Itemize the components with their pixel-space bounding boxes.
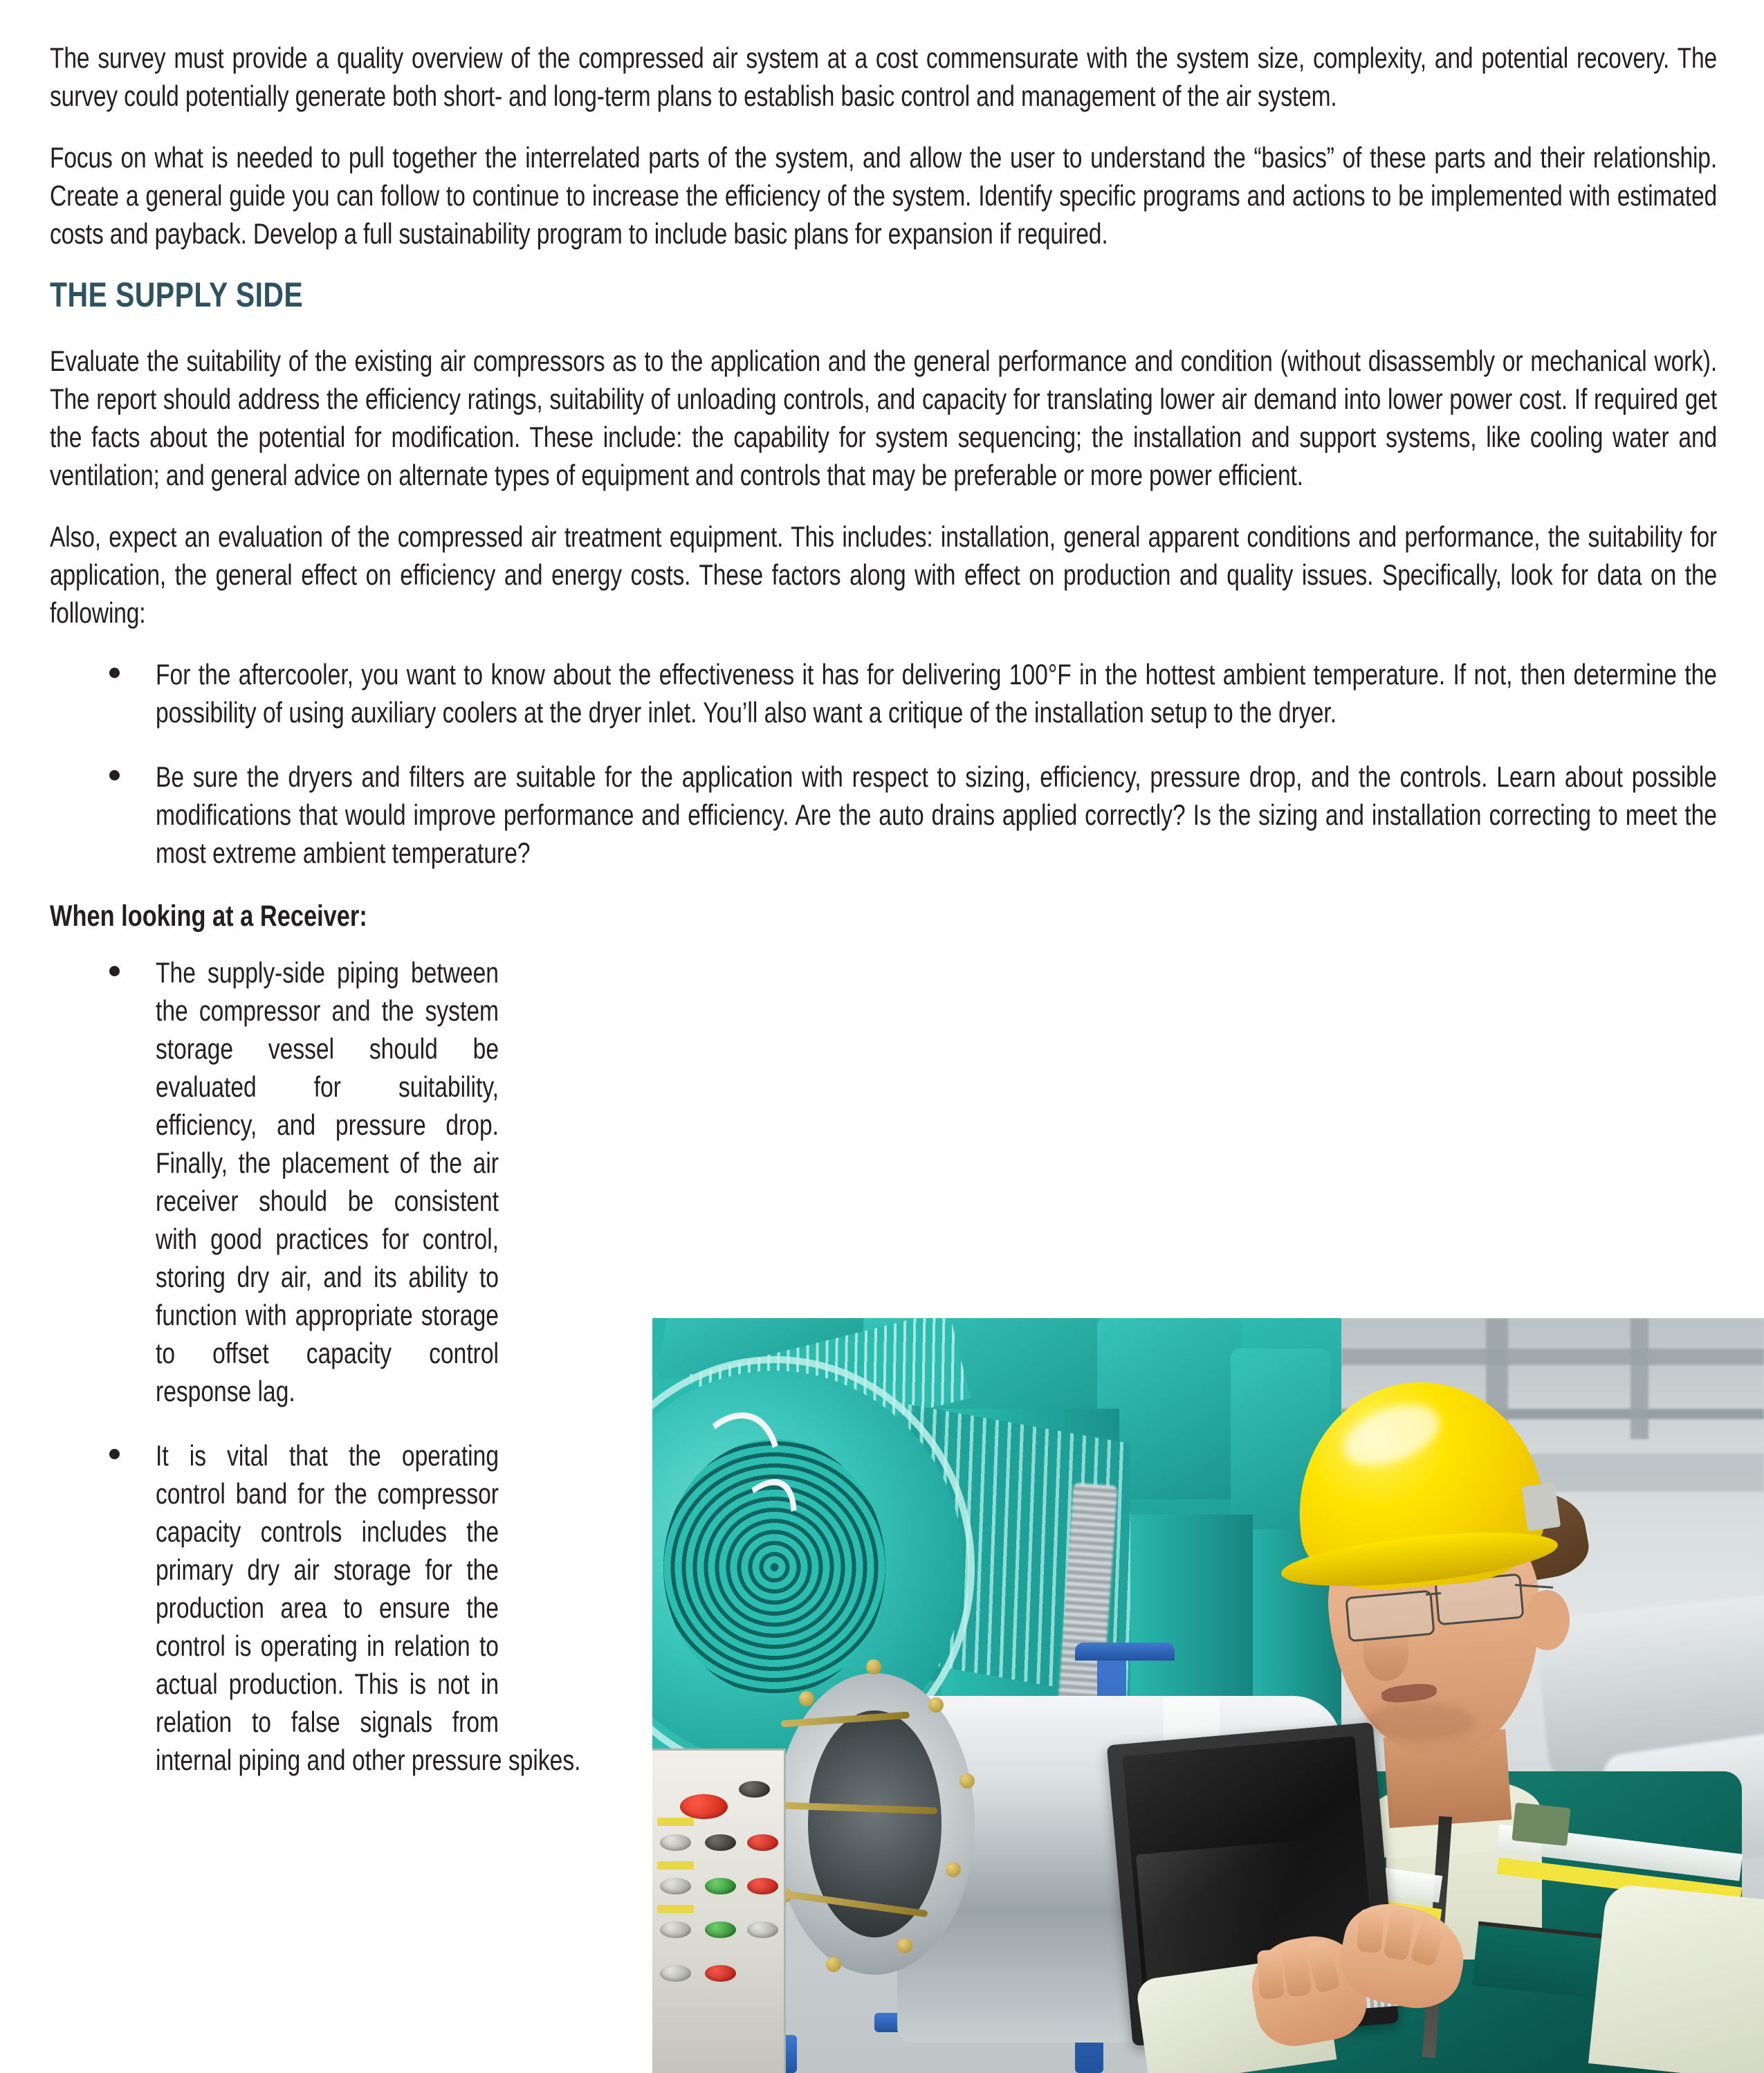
panel-label (657, 1818, 694, 1826)
paragraph-intro-1 (50, 39, 1717, 115)
panel-button (660, 1878, 691, 1894)
panel-label (657, 1861, 694, 1870)
treatment-bullet-2-text: Be sure the dryers and filters are suitable for the application with respect to sizing, efficiency, pressure drop, and the controls. Learn about possible modifications that would improve performance and efficiency. Are the auto drains applied correctly? Is the sizing and installation correcting to meet the most extreme ambient temperature? (156, 760, 1717, 870)
bullet-dot-icon (109, 770, 120, 780)
paragraph-supply-2-text: Also, expect an evaluation of the compressed air treatment equipment. This includes: installation, general apparent conditions and performance, the suitability for application, the general effect on efficiency and energy costs. These factors along with effect on production and quality issues. Specifically, look for data on the following: (50, 520, 1717, 630)
panel-button (705, 1965, 736, 1982)
panel-button (747, 1921, 778, 1938)
section-heading-supply-side-text: THE SUPPLY SIDE (50, 275, 304, 315)
panel-button (705, 1878, 736, 1894)
photo-control-panel (652, 1748, 786, 2073)
panel-button (705, 1921, 736, 1938)
industrial-photo (652, 1318, 1764, 2073)
photo-jacket-patch (1512, 1802, 1572, 1846)
panel-button (739, 1781, 770, 1798)
subheading-receiver-text: When looking at a Receiver: (50, 899, 367, 933)
emergency-stop-button (680, 1794, 728, 1819)
photo-ceiling-beam (1630, 1318, 1648, 1439)
panel-button (747, 1878, 778, 1894)
photo-ceiling-beam (1341, 1349, 1764, 1365)
paragraph-intro-2 (50, 138, 1717, 253)
photo-worker-ear (1525, 1590, 1569, 1650)
paragraph-intro-1-text: The survey must provide a quality overview of the compressed air system at a cost commensurate with the system size, complexity, and potential recovery. The survey could potentially generate both short- and long-term plans to establish basic control and management of the air system. (50, 42, 1717, 113)
paragraph-supply-1 (50, 342, 1717, 494)
panel-button (747, 1834, 778, 1851)
treatment-bullet-1-text: For the aftercooler, you want to know about the effectiveness it has for delivering 100°F in the hottest ambient temperature. If not, then determine the possibility of using auxiliary coolers at the dryer inlet. You’ll also want a critique of the installation setup to the dryer. (156, 658, 1717, 729)
panel-label (657, 1905, 694, 1913)
panel-button (660, 1921, 691, 1938)
bullet-dot-icon (109, 966, 120, 976)
treatment-bullet-list (50, 655, 1717, 872)
panel-button (660, 1965, 691, 1982)
paragraph-intro-2-text: Focus on what is needed to pull together the interrelated parts of the system, and allow the user to understand the “basics” of these parts and their relationship. Create a general guide you can follow to continue to increase the efficiency of the system. Identify specific programs and actions to be implemented with estimated costs and payback. Develop a full sustainability program to include basic plans for expansion if required. (50, 141, 1717, 250)
bullet-dot-icon (109, 1449, 120, 1459)
receiver-bullet-2-text: It is vital that the operating control band for the compressor capacity controls includes the primary dry air storage for the production area to ensure the control is operating in relation to actual production. This is not in relation to false signals from internal piping and other pressure spikes. (156, 1439, 581, 1777)
list-item (50, 758, 1717, 872)
panel-button (660, 1834, 691, 1851)
photo-worker-sleeve (1588, 1883, 1764, 2073)
paragraph-supply-1-text: Evaluate the suitability of the existing air compressors as to the application and the general performance and condition (without disassembly or mechanical work). The report should address the efficiency ratings, suitability of unloading controls, and capacity for translating lower air demand into lower power cost. If required get the facts about the potential for modification. These include: the capability for system sequencing; the installation and support systems, like cooling water and ventilation; and general advice on alternate types of equipment and controls that may be preferable or more power efficient. (50, 345, 1717, 492)
subheading-receiver (50, 898, 1717, 935)
panel-button (705, 1834, 736, 1851)
list-item (50, 655, 1717, 731)
photo-blue-frame (1075, 1643, 1175, 1661)
safety-glasses-icon (1345, 1590, 1435, 1643)
paragraph-supply-2 (50, 518, 1717, 632)
section-heading-supply-side (50, 276, 1717, 314)
hard-hat-clip (1522, 1482, 1561, 1532)
photo-flange-bolts (764, 1665, 986, 1982)
bullet-dot-icon (109, 668, 120, 678)
photo-face-shadow (1363, 1703, 1475, 1741)
receiver-bullet-1-text: The supply-side piping between the compressor and the system storage vessel should be evaluated for suitability, efficiency, and pressure drop. Finally, the placement of the air receiver should be consistent with good practices for control, storing dry air, and its ability to function with appropriate storage to offset capacity control response lag. (156, 956, 499, 1408)
